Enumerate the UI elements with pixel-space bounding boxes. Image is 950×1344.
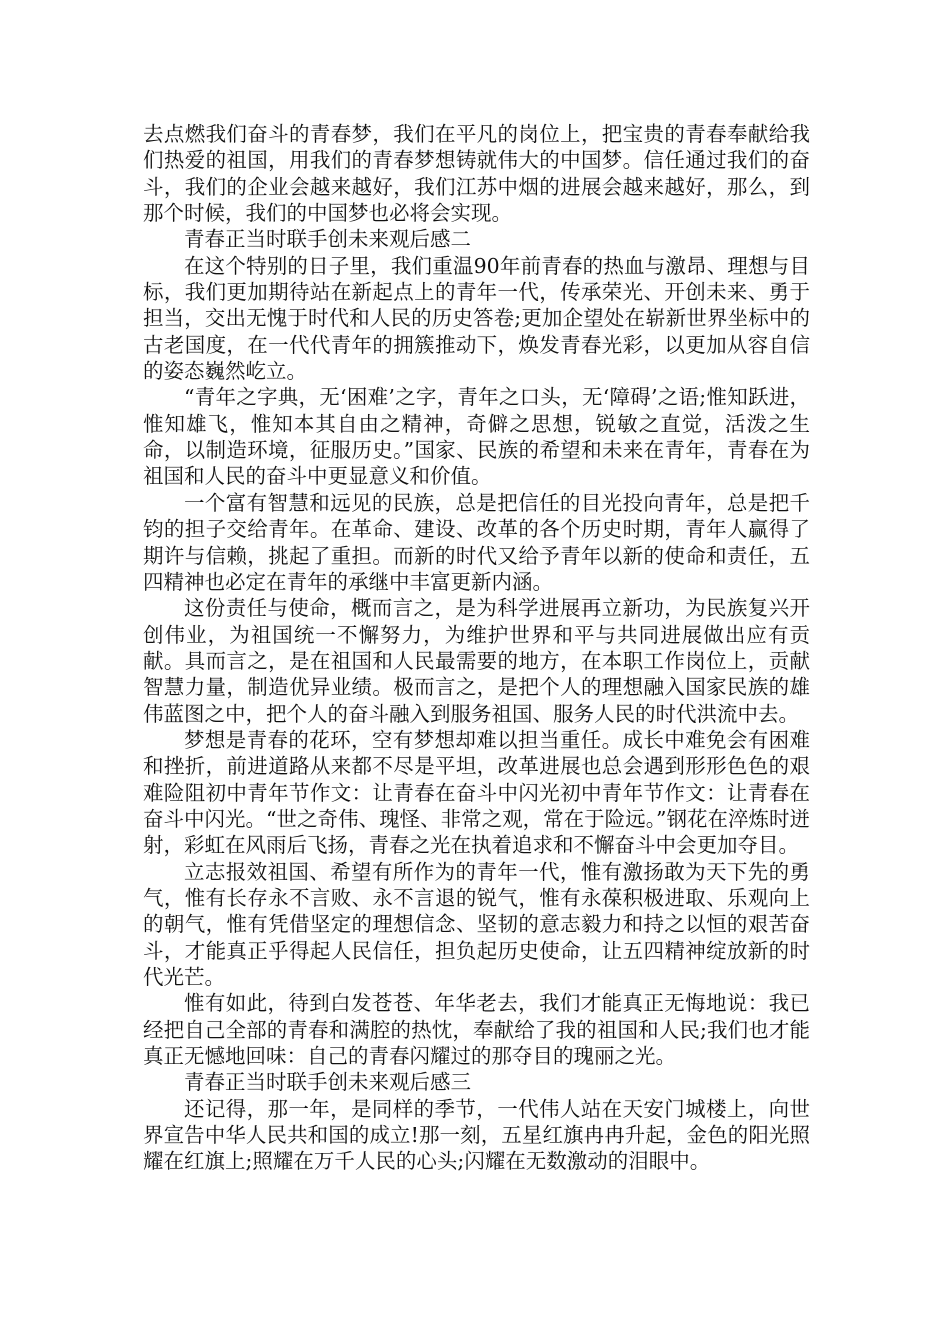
- paragraph: “青年之字典，无‘困难’之字，青年之口头，无‘障碍’之语;惟知跃进，惟知雄飞，惟知本其自由之精神，奇僻之思想，锐敏之直觉，活泼之生命，以制造环境，征服历史。”国家、民族的希望和未来在青年，青春在为祖国和人民的奋斗中更显意义和价值。: [143, 385, 810, 489]
- paragraph: 立志报效祖国、希望有所作为的青年一代，惟有激扬敢为天下先的勇气，惟有长存永不言败、永不言退的锐气，惟有永葆积极进取、乐观向上的朝气，惟有凭借坚定的理想信念、坚韧的意志毅力和持之以恒的艰苦奋斗，才能真正乎得起人民信任，担负起历史使命，让五四精神绽放新的时代光芒。: [143, 859, 810, 989]
- paragraph: 梦想是青春的花环，空有梦想却难以担当重任。成长中难免会有困难和挫折，前进道路从来都不尽是平坦，改革进展也总会遇到形形色色的艰难险阻初中青年节作文：让青春在奋斗中闪光初中青年节作文：让青春在奋斗中闪光。“世之奇伟、瑰怪、非常之观，常在于险远。”钢花在淬炼时迸射，彩虹在风雨后飞扬，青春之光在执着追求和不懈奋斗中会更加夺目。: [143, 727, 810, 858]
- section-heading: 青春正当时联手创未来观后感三: [184, 1070, 471, 1095]
- paragraph: 惟有如此，待到白发苍苍、年华老去，我们才能真正无悔地说：我已经把自己全部的青春和满腔的热忱，奉献给了我的祖国和人民;我们也才能真正无憾地回味：自己的青春闪耀过的那夺目的瑰丽之光。: [143, 991, 810, 1069]
- paragraph: 一个富有智慧和远见的民族，总是把信任的目光投向青年，总是把千钧的担子交给青年。在革命、建设、改革的各个历史时期，青年人赢得了期许与信赖，挑起了重担。而新的时代又给予青年以新的使命和责任，五四精神也必定在青年的承继中丰富更新内涵。: [143, 490, 810, 594]
- document-body: [143, 121, 810, 1175]
- section-heading: 青春正当时联手创未来观后感二: [184, 227, 471, 252]
- paragraph: 还记得，那一年，是同样的季节，一代伟人站在天安门城楼上，向世界宣告中华人民共和国的成立!那一刻，五星红旗冉冉升起，金色的阳光照耀在红旗上;照耀在万千人民的心头;闪耀在无数激动的泪眼中。: [143, 1096, 810, 1174]
- paragraph: 去点燃我们奋斗的青春梦，我们在平凡的岗位上，把宝贵的青春奉献给我们热爱的祖国，用我们的青春梦想铸就伟大的中国梦。信任通过我们的奋斗，我们的企业会越来越好，我们江苏中烟的进展会越来越好，那么，到那个时候，我们的中国梦也必将会实现。: [143, 122, 810, 226]
- paragraph: 在这个特别的日子里，我们重温90年前青春的热血与激昂、理想与目标，我们更加期待站在新起点上的青年一代，传承荣光、开创未来、勇于担当，交出无愧于时代和人民的历史答卷;更加企望处在崭新世界坐标中的古老国度，在一代代青年的拥簇推动下，焕发青春光彩，以更加从容自信的姿态巍然屹立。: [143, 253, 810, 384]
- paragraph: 这份责任与使命，概而言之，是为科学进展再立新功，为民族复兴开创伟业，为祖国统一不懈努力，为维护世界和平与共同进展做出应有贡献。具而言之，是在祖国和人民最需要的地方，在本职工作岗位上，贡献智慧力量，制造优异业绩。极而言之，是把个人的理想融入国家民族的雄伟蓝图之中，把个人的奋斗融入到服务祖国、服务人民的时代洪流中去。: [143, 596, 810, 726]
